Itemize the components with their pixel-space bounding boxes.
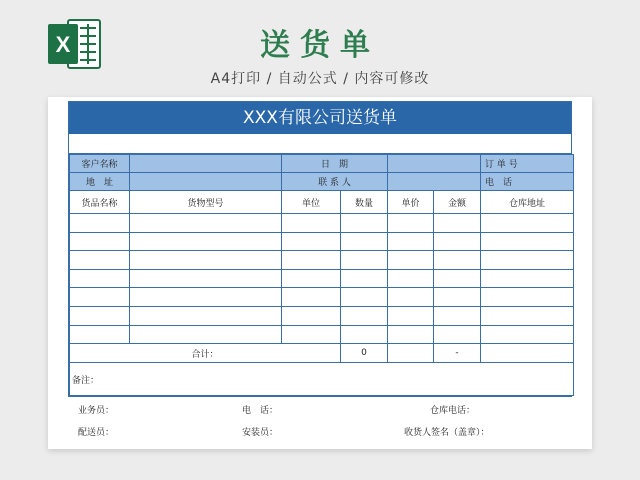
phone-label: 电 话 — [481, 173, 574, 191]
delivery-form — [68, 101, 572, 397]
col-header: 货物型号 — [130, 191, 282, 214]
table-cell[interactable] — [282, 306, 341, 325]
total-warehouse-cell[interactable] — [481, 344, 574, 363]
delivery-table — [69, 154, 574, 396]
table-cell[interactable] — [434, 251, 481, 270]
table-cell[interactable] — [481, 306, 574, 325]
table-cell[interactable] — [130, 214, 282, 233]
table-row — [70, 306, 574, 325]
remark-label: 备注： — [72, 375, 100, 386]
col-header: 单价 — [388, 191, 434, 214]
col-header: 数量 — [341, 191, 388, 214]
table-cell[interactable] — [481, 288, 574, 307]
table-cell[interactable] — [481, 269, 574, 288]
receiver-sign-label: 收货人签名（盖章）： — [404, 428, 490, 438]
form-title: XXX有限公司送货单 — [69, 102, 571, 134]
table-cell[interactable] — [130, 325, 282, 344]
table-cell[interactable] — [282, 288, 341, 307]
table-row — [70, 288, 574, 307]
table-row — [70, 251, 574, 270]
total-quantity[interactable]: 0 — [341, 344, 388, 363]
table-cell[interactable] — [341, 306, 388, 325]
table-cell[interactable] — [388, 214, 434, 233]
address-cell[interactable] — [130, 173, 282, 191]
table-cell[interactable] — [434, 325, 481, 344]
table-cell[interactable] — [434, 214, 481, 233]
deliverer-label: 配送员： — [78, 428, 115, 438]
info-row-2 — [70, 173, 574, 191]
table-row — [70, 232, 574, 251]
table-cell[interactable] — [481, 251, 574, 270]
page-title: 送货单 — [260, 28, 380, 63]
table-cell[interactable] — [341, 214, 388, 233]
table-cell[interactable] — [388, 306, 434, 325]
table-cell[interactable] — [341, 325, 388, 344]
info-row-1 — [70, 155, 574, 173]
table-cell[interactable] — [282, 269, 341, 288]
table-cell[interactable] — [388, 269, 434, 288]
remark-row — [70, 363, 574, 396]
col-header: 货品名称 — [70, 191, 130, 214]
table-cell[interactable] — [341, 232, 388, 251]
col-header: 单位 — [282, 191, 341, 214]
table-row — [70, 214, 574, 233]
table-cell[interactable] — [481, 325, 574, 344]
col-header: 仓库地址 — [481, 191, 574, 214]
table-cell[interactable] — [282, 232, 341, 251]
table-cell[interactable] — [434, 288, 481, 307]
page-subtitle: A4打印 / 自动公式 / 内容可修改 — [210, 71, 430, 87]
customer-cell[interactable] — [130, 155, 282, 173]
table-cell[interactable] — [130, 306, 282, 325]
table-cell[interactable] — [481, 232, 574, 251]
address-label: 地 址 — [70, 173, 130, 191]
table-cell[interactable] — [130, 232, 282, 251]
table-cell[interactable] — [282, 325, 341, 344]
table-row — [70, 269, 574, 288]
installer-label: 安装员： — [242, 428, 279, 438]
table-cell[interactable] — [282, 251, 341, 270]
table-cell[interactable] — [434, 232, 481, 251]
table-cell[interactable] — [70, 251, 130, 270]
table-cell[interactable] — [70, 269, 130, 288]
table-cell[interactable] — [130, 269, 282, 288]
table-cell[interactable] — [388, 251, 434, 270]
total-label: 合计： — [70, 344, 341, 363]
table-cell[interactable] — [341, 251, 388, 270]
table-cell[interactable] — [388, 232, 434, 251]
table-cell[interactable] — [70, 325, 130, 344]
spreadsheet-sheet — [48, 97, 592, 449]
table-cell[interactable] — [70, 214, 130, 233]
col-header: 金额 — [434, 191, 481, 214]
contact-cell[interactable] — [388, 173, 481, 191]
date-label: 日 期 — [282, 155, 388, 173]
table-cell[interactable] — [434, 269, 481, 288]
table-cell[interactable] — [388, 325, 434, 344]
date-cell[interactable] — [388, 155, 481, 173]
table-row — [70, 325, 574, 344]
phone-label-footer: 电 话： — [242, 406, 279, 416]
total-row — [70, 344, 574, 363]
table-cell[interactable] — [70, 288, 130, 307]
customer-label: 客户名称 — [70, 155, 130, 173]
order-label: 订 单 号 — [481, 155, 574, 173]
table-cell[interactable] — [130, 288, 282, 307]
total-price-cell[interactable] — [388, 344, 434, 363]
warehouse-phone-label: 仓库电话： — [430, 406, 476, 416]
column-header-row — [70, 191, 574, 214]
blank-row — [69, 134, 571, 154]
table-cell[interactable] — [130, 251, 282, 270]
remark-cell[interactable] — [70, 363, 574, 396]
table-cell[interactable] — [282, 214, 341, 233]
table-cell[interactable] — [341, 269, 388, 288]
total-amount[interactable]: - — [434, 344, 481, 363]
table-cell[interactable] — [70, 232, 130, 251]
table-cell[interactable] — [70, 306, 130, 325]
table-cell[interactable] — [434, 306, 481, 325]
table-cell[interactable] — [341, 288, 388, 307]
excel-logo-letter: X — [55, 32, 71, 57]
contact-label: 联 系 人 — [282, 173, 388, 191]
table-cell[interactable] — [388, 288, 434, 307]
table-cell[interactable] — [481, 214, 574, 233]
salesperson-label: 业务员： — [78, 406, 115, 416]
